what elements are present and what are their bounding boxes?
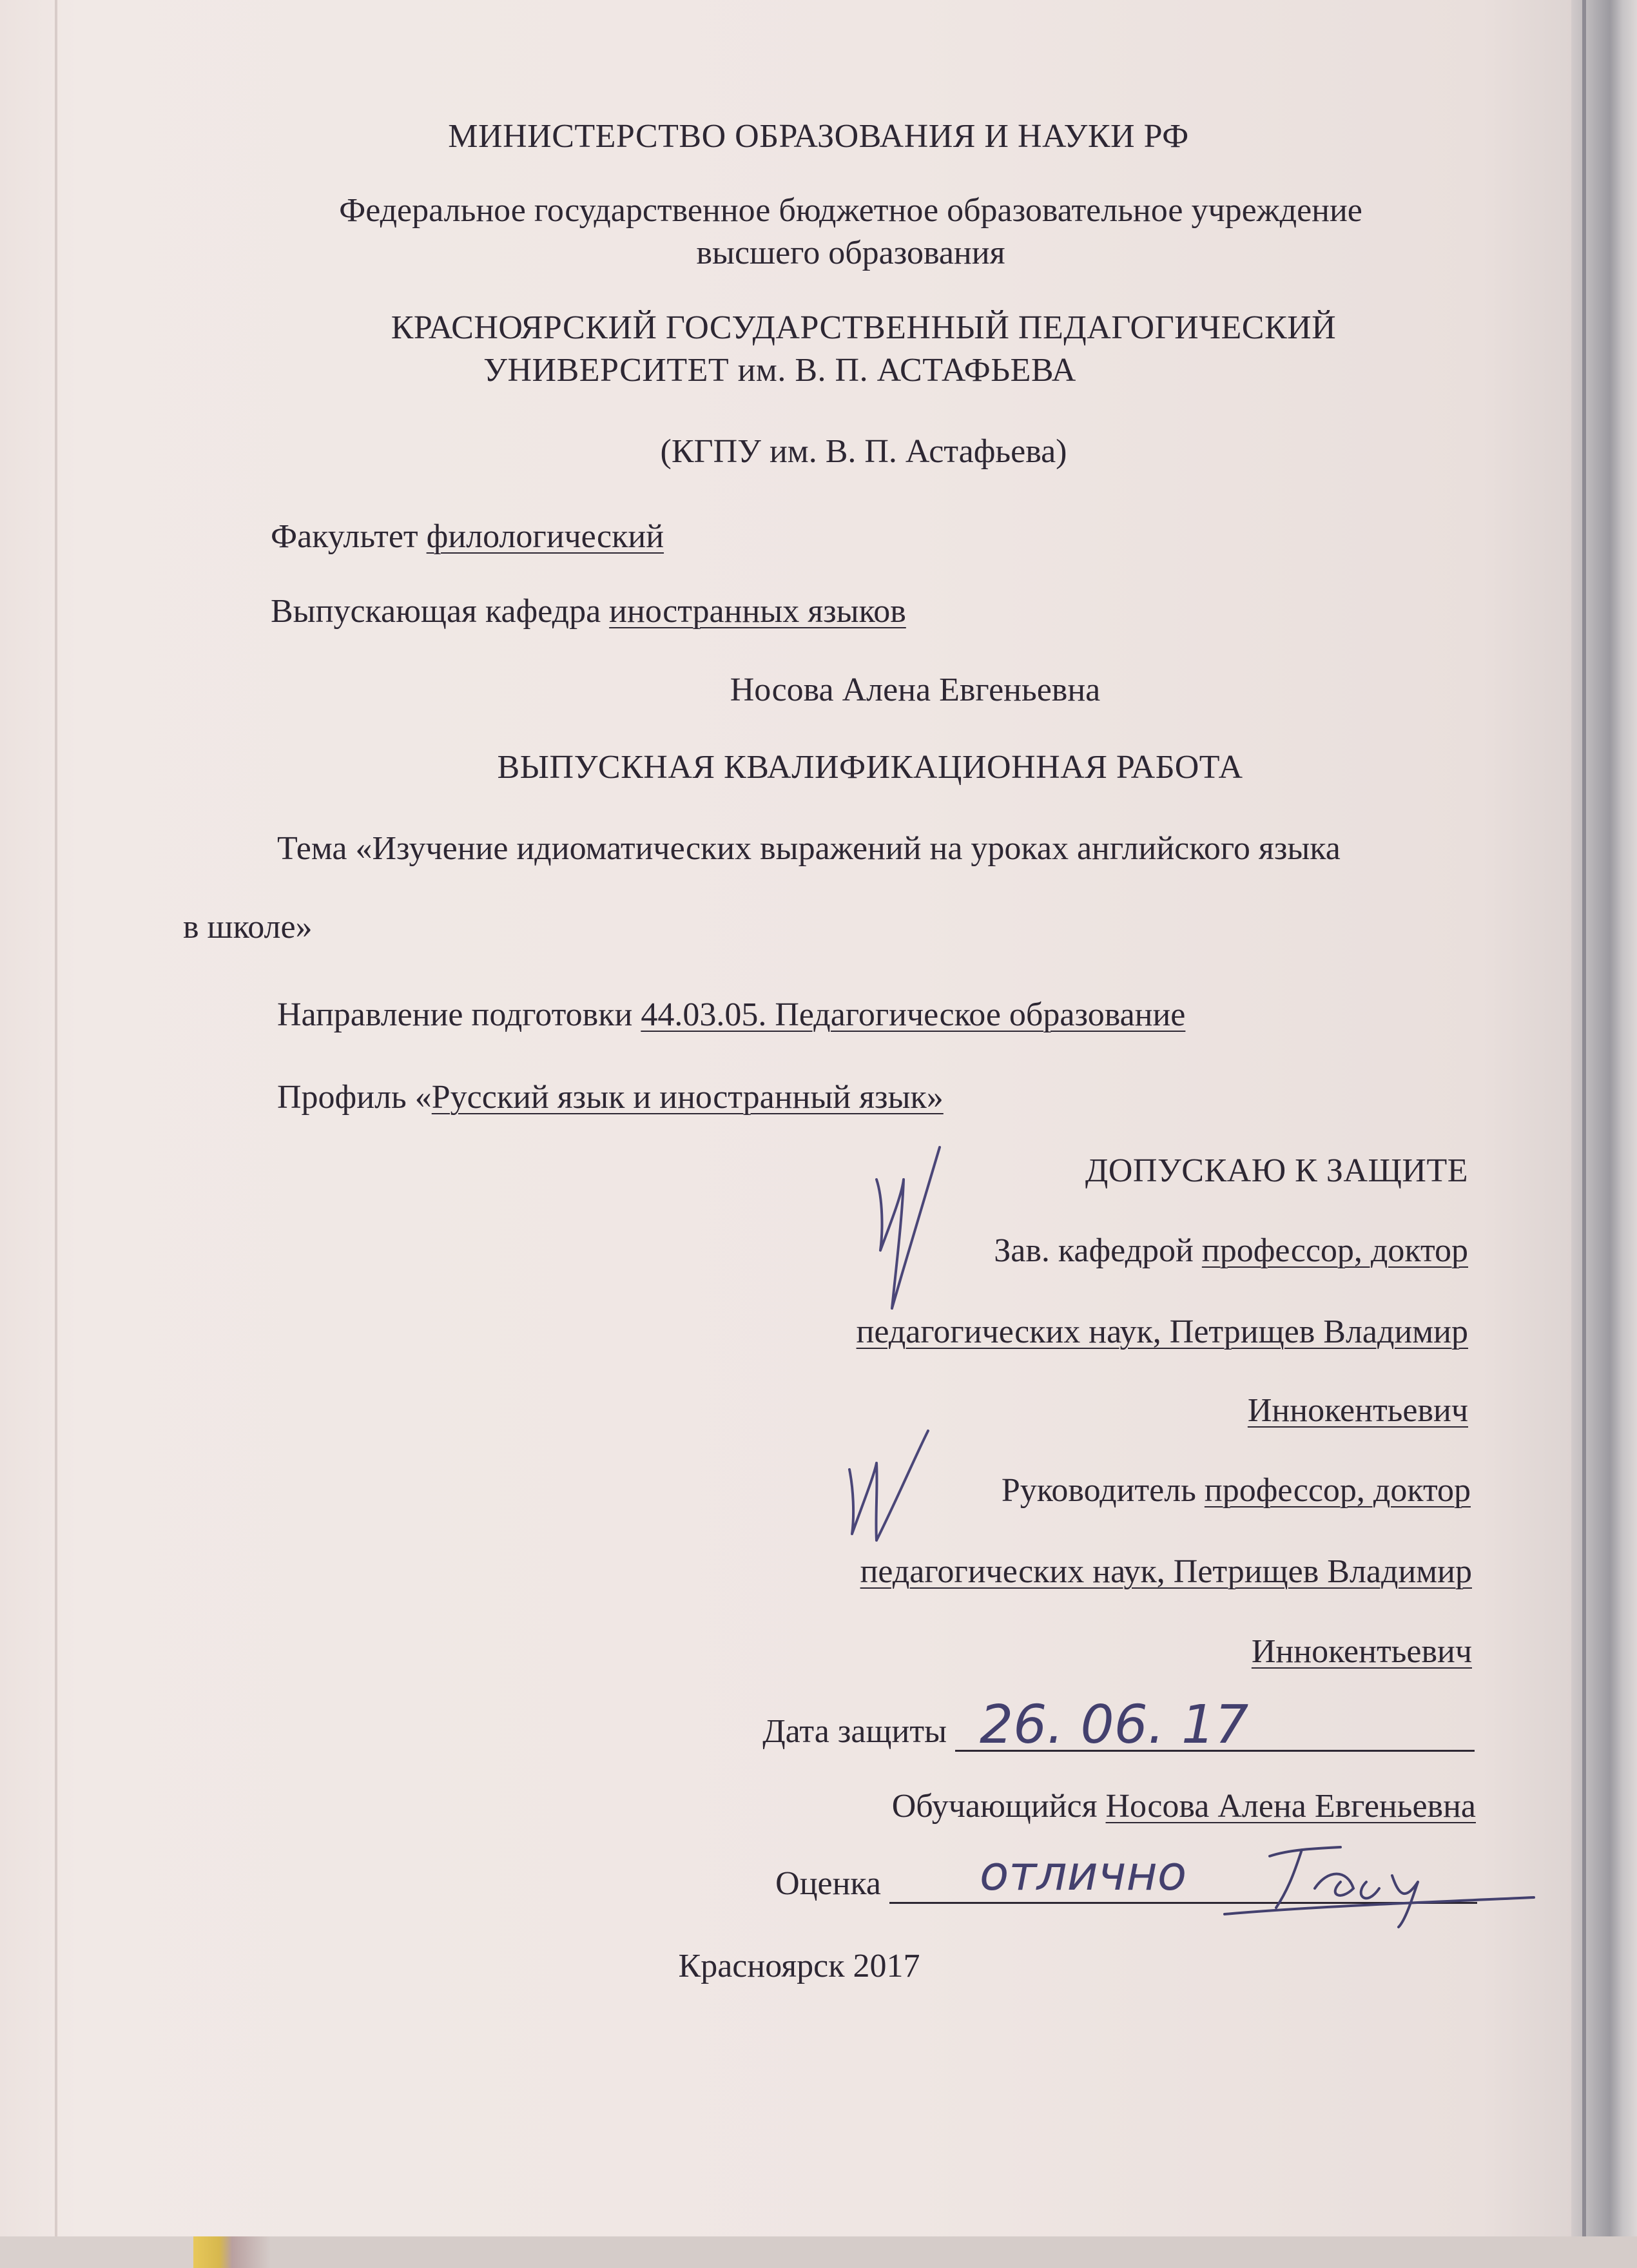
department-label: Выпускающая кафедра (271, 593, 610, 630)
faculty-line (271, 517, 664, 557)
supervisor-value-line1: профессор, доктор (1204, 1472, 1471, 1509)
grade-handwritten: отлично (980, 1846, 1187, 1901)
admit-heading: ДОПУСКАЮ К ЗАЩИТЕ (1085, 1152, 1468, 1189)
direction-line (277, 995, 1185, 1035)
student-line (892, 1787, 1476, 1827)
defense-date-label: Дата защиты (762, 1713, 955, 1750)
head-value-line2: педагогических наук, Петрищев Владимир (856, 1313, 1468, 1350)
institution-type-line1: Федеральное государственное бюджетное образовательное учреждение (339, 192, 1362, 229)
faculty-value: филологический (426, 518, 664, 555)
student-label: Обучающийся (891, 1788, 1106, 1825)
supervisor-line2 (860, 1552, 1472, 1592)
department-value: иностранных языков (609, 593, 906, 630)
defense-date-handwritten: 26. 06. 17 (980, 1694, 1249, 1756)
head-line1 (994, 1231, 1468, 1271)
head-value-line1: профессор, доктор (1201, 1232, 1468, 1269)
supervisor-line3 (1252, 1632, 1472, 1672)
department-line (271, 592, 906, 632)
defense-date-handwriting (967, 1689, 1263, 1759)
institution-type-line2: высшего образования (696, 235, 1005, 271)
ministry-heading: МИНИСТЕРСТВО ОБРАЗОВАНИЯ И НАУКИ РФ (448, 118, 1189, 155)
profile-line (277, 1078, 944, 1118)
head-line3 (1248, 1391, 1468, 1431)
university-name-line2: УНИВЕРСИТЕТ им. В. П. АСТАФЬЕВА (483, 352, 1076, 389)
profile-value: Русский язык и иностранный язык» (431, 1079, 944, 1116)
profile-label: Профиль « (277, 1079, 432, 1116)
supervisor-label: Руководитель (1001, 1472, 1205, 1509)
work-type-heading: ВЫПУСКНАЯ КВАЛИФИКАЦИОННАЯ РАБОТА (497, 749, 1243, 786)
supervisor-line1 (1002, 1471, 1471, 1511)
scan-bottom-edge (0, 2236, 1637, 2268)
head-label: Зав. кафедрой (994, 1232, 1202, 1269)
grade-label: Оценка (775, 1865, 889, 1902)
university-name-line1: КРАСНОЯРСКИЙ ГОСУДАРСТВЕННЫЙ ПЕДАГОГИЧЕСКИЙ (391, 309, 1337, 346)
student-value: Носова Алена Евгеньевна (1105, 1788, 1476, 1825)
topic-line1: Тема «Изучение идиоматических выражений на уроках английского языка (277, 830, 1341, 867)
author-name: Носова Алена Евгеньевна (730, 672, 1101, 708)
direction-value: 44.03.05. Педагогическое образование (641, 996, 1186, 1033)
supervisor-value-line3: Иннокентьевич (1251, 1633, 1472, 1670)
faculty-label: Факультет (271, 518, 427, 555)
grade-handwriting (954, 1830, 1560, 1934)
supervisor-signature (838, 1418, 941, 1560)
head-value-line3: Иннокентьевич (1247, 1392, 1468, 1429)
supervisor-value-line2: педагогических наук, Петрищев Владимир (860, 1553, 1472, 1590)
city-year: Красноярск 2017 (678, 1948, 920, 1984)
head-signature (864, 1141, 954, 1321)
university-abbreviation: (КГПУ им. В. П. Астафьева) (660, 433, 1067, 470)
direction-label: Направление подготовки (277, 996, 641, 1033)
topic-line2: в школе» (183, 909, 313, 945)
